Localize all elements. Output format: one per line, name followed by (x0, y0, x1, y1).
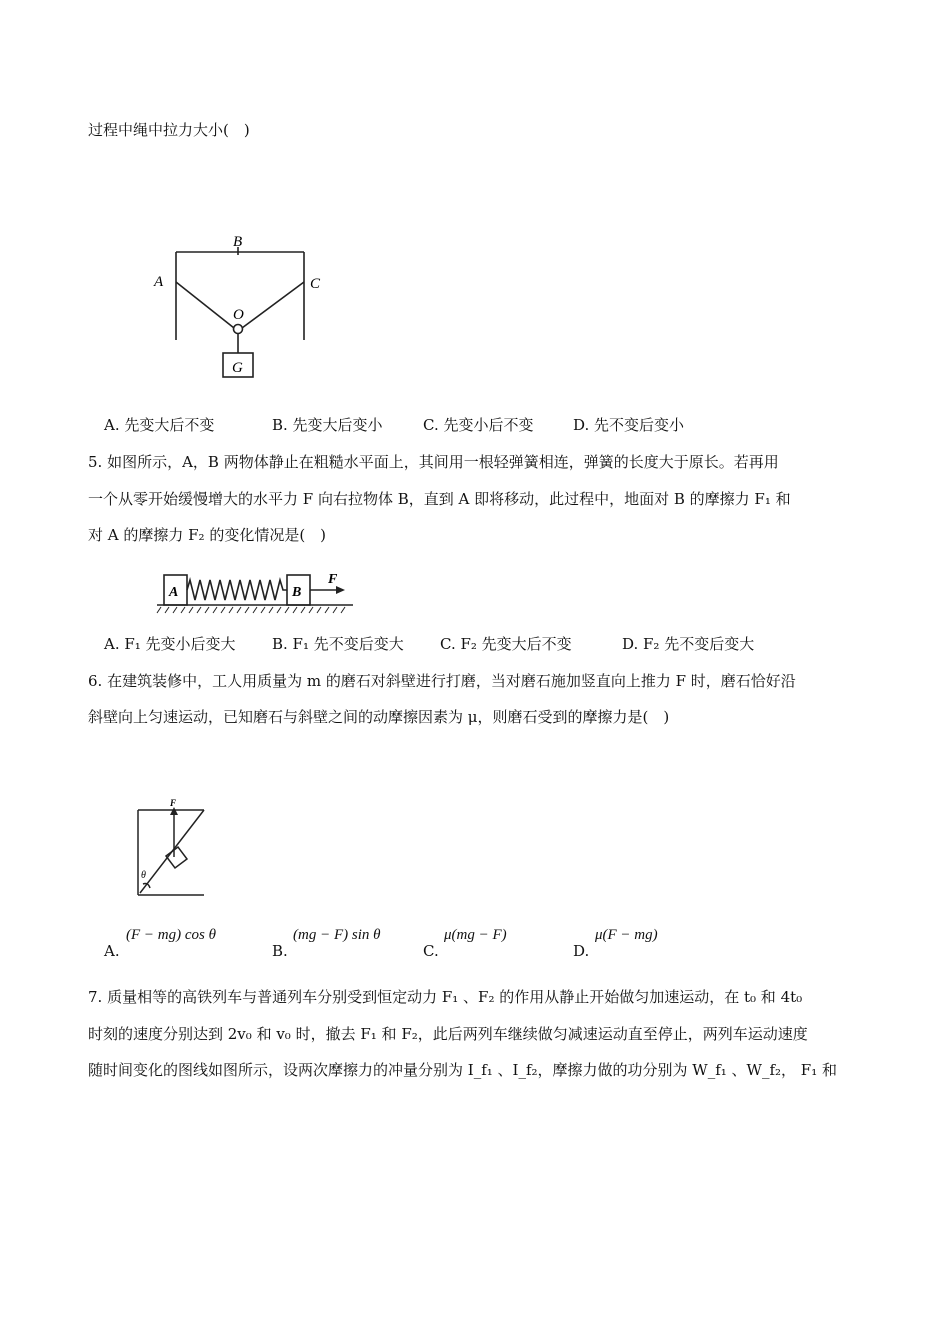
q6-label-theta: θ (141, 870, 146, 881)
q6-option-a-letter[interactable]: A. (104, 942, 120, 960)
q6-option-c-expr: μ(mg − F) (444, 927, 507, 943)
q4-option-d[interactable]: D. 先不变后变小 (573, 416, 685, 434)
q5-option-a[interactable]: A. F₁ 先变小后变大 (104, 635, 236, 653)
q4-option-c[interactable]: C. 先变小后不变 (423, 416, 534, 434)
q5-label-f: F (328, 572, 338, 587)
q5-label-b: B (292, 585, 302, 600)
q4-option-a[interactable]: A. 先变大后不变 (104, 416, 215, 434)
q5-figure (155, 566, 355, 618)
q4-option-b[interactable]: B. 先变大后变小 (272, 416, 383, 434)
q4-label-c: C (310, 276, 321, 292)
q5-label-a: A (169, 585, 179, 600)
q6-label-f: F (170, 798, 177, 808)
q6-option-c-letter[interactable]: C. (423, 942, 439, 960)
q6-option-d-letter[interactable]: D. (573, 942, 590, 960)
q4-label-a: A (154, 274, 164, 290)
q5-option-b[interactable]: B. F₁ 先不变后变大 (272, 635, 404, 653)
q4-text: 过程中绳中拉力大小( ) (88, 121, 250, 139)
q6-line-1: 6. 在建筑装修中，工人用质量为 m 的磨石对斜壁进行打磨，当对磨石施加竖直向上推力 F 时，磨石恰好沿 (88, 672, 796, 690)
q6-option-b-letter[interactable]: B. (272, 942, 288, 960)
q6-figure (132, 798, 212, 898)
q6-line-2: 斜壁向上匀速运动，已知磨石与斜壁之间的动摩擦因素为 μ，则磨石受到的摩擦力是( ) (88, 708, 670, 726)
q5-line-1: 5. 如图所示，A，B 两物体静止在粗糙水平面上，其间用一根轻弹簧相连，弹簧的长度大于原长。若再用 (88, 453, 779, 471)
q5-option-c[interactable]: C. F₂ 先变大后不变 (440, 635, 572, 653)
q4-label-g: G (232, 360, 243, 376)
q7-line-1: 7. 质量相等的高铁列车与普通列车分别受到恒定动力 F₁ 、F₂ 的作用从静止开始做匀加速运动，在 t₀ 和 4t₀ (88, 988, 803, 1006)
q7-line-3: 随时间变化的图线如图所示，设两次摩擦力的冲量分别为 I_f₁ 、I_f₂，摩擦力做的功分别为 W_f₁ 、W_f₂， F₁ 和 (88, 1061, 837, 1079)
q6-option-a-expr: (F − mg) cos θ (126, 927, 216, 943)
q5-line-3: 对 A 的摩擦力 F₂ 的变化情况是( ) (88, 526, 327, 544)
q6-option-d-expr: μ(F − mg) (595, 927, 658, 943)
q4-label-o: O (233, 307, 244, 323)
q5-option-d[interactable]: D. F₂ 先不变后变大 (622, 635, 755, 653)
q6-option-b-expr: (mg − F) sin θ (293, 927, 381, 943)
q5-line-2: 一个从零开始缓慢增大的水平力 F 向右拉物体 B，直到 A 即将移动，此过程中，地面对 B 的摩擦力 F₁ 和 (88, 490, 791, 508)
q4-label-b: B (233, 234, 243, 250)
q7-line-2: 时刻的速度分别达到 2v₀ 和 v₀ 时，撤去 F₁ 和 F₂，此后两列车继续做匀减速运动直至停止，两列车运动速度 (88, 1025, 808, 1043)
q4-figure (150, 230, 340, 385)
